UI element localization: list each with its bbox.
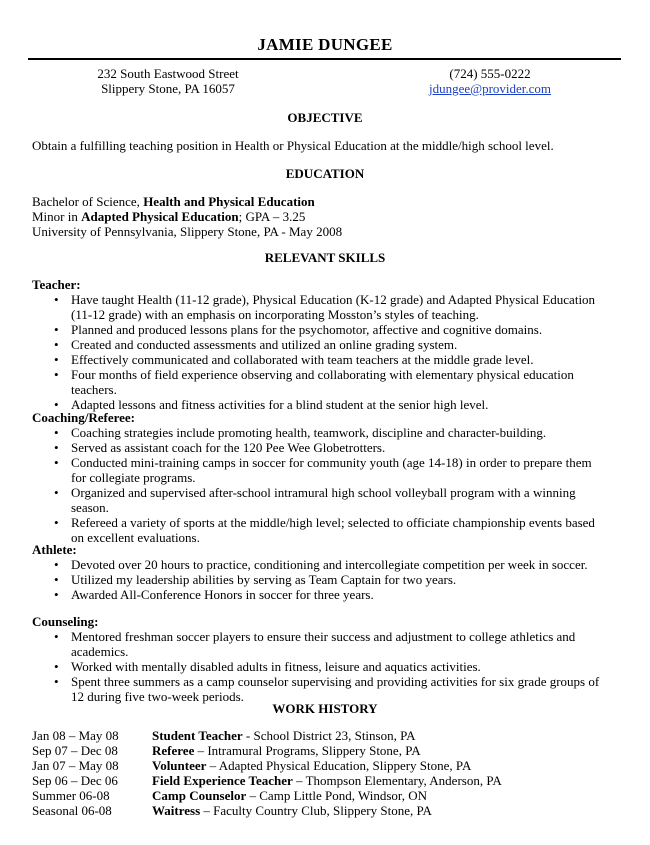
work-detail: – Faculty Country Club, Slippery Stone, PA [200,803,432,818]
objective-heading: OBJECTIVE [287,110,363,125]
work-detail: - School District 23, Stinson, PA [242,728,416,743]
list-item: • Worked with mentally disabled adults in fitness, leisure and aquatics activities. [32,659,602,674]
work-entry [32,743,622,758]
list-item: • Planned and produced lessons plans for the psychomotor, affective and cognitive domains. [32,322,602,337]
work-entry [32,803,622,818]
athlete-list [32,557,602,602]
work-title: Field Experience Teacher [152,773,293,788]
work-dates: Jan 07 – May 08 [32,758,119,773]
education-heading: EDUCATION [285,166,365,181]
counseling-list [32,629,602,704]
work-entry [32,773,622,788]
list-item: • Mentored freshman soccer players to ensure their success and adjustment to college athletics and academics. [32,629,602,659]
work-title: Student Teacher [152,728,243,743]
objective-text: Obtain a fulfilling teaching position in Health or Physical Education at the middle/high school level. [32,138,554,153]
address-line-2: Slippery Stone, PA 16057 [101,81,235,96]
work-dates: Sep 07 – Dec 08 [32,743,118,758]
work-detail: – Camp Little Pond, Windsor, ON [246,788,427,803]
work-title: Referee [152,743,195,758]
work-title: Camp Counselor [152,788,247,803]
university-line: University of Pennsylvania, Slippery Stone, PA - May 2008 [32,224,343,239]
work-detail: – Thompson Elementary, Anderson, PA [292,773,502,788]
phone-number: (724) 555-0222 [449,66,531,81]
coaching-subheading: Coaching/Referee: [32,410,136,425]
email-link[interactable]: jdungee@provider.com [428,81,552,96]
teacher-subheading: Teacher: [32,277,81,292]
list-item: • Served as assistant coach for the 120 Pee Wee Globetrotters. [32,440,602,455]
work-dates: Jan 08 – May 08 [32,728,119,743]
minor-line: Minor in Adapted Physical Education; GPA – 3.25 [32,209,306,224]
list-item: • Four months of field experience observing and collaborating with elementary physical education teachers. [32,367,602,397]
list-item: • Adapted lessons and fitness activities for a blind student at the senior high level. [32,397,602,412]
work-title: Waitress [152,803,201,818]
counseling-subheading: Counseling: [32,614,99,629]
contact-phone-email [390,66,590,96]
teacher-list [32,292,602,412]
athlete-subheading: Athlete: [32,542,77,557]
work-entry [32,788,622,803]
list-item: • Devoted over 20 hours to practice, conditioning and intercollegiate competition per week in soccer. [32,557,602,572]
work-entry [32,758,622,773]
address-line-1: 232 South Eastwood Street [97,66,239,81]
work-dates: Sep 06 – Dec 06 [32,773,118,788]
list-item: • Coaching strategies include promoting health, teamwork, discipline and character-building. [32,425,602,440]
work-history-heading: WORK HISTORY [272,701,378,716]
list-item: • Effectively communicated and collaborated with team teachers at the middle grade level. [32,352,602,367]
degree-line: Bachelor of Science, Health and Physical Education [32,194,315,209]
candidate-name: JAMIE DUNGEE [257,35,393,54]
list-item: • Organized and supervised after-school intramural high school volleyball program with a winning season. [32,485,602,515]
work-history-list [32,728,622,818]
work-title: Volunteer [152,758,207,773]
work-entry [32,728,622,743]
work-detail: – Adapted Physical Education, Slippery Stone, PA [206,758,472,773]
header-rule [28,58,621,60]
coaching-list [32,425,602,545]
work-detail: – Intramural Programs, Slippery Stone, PA [194,743,421,758]
list-item: • Conducted mini-training camps in soccer for community youth (age 14-18) in order to prepare them for collegiate programs. [32,455,602,485]
skills-heading: RELEVANT SKILLS [264,250,386,265]
list-item: • Have taught Health (11-12 grade), Physical Education (K-12 grade) and Adapted Physical Education (11-12 grade) with an emphasis on incorporating Mosston’s styles of teaching. [32,292,602,322]
list-item: • Utilized my leadership abilities by serving as Team Captain for two years. [32,572,602,587]
list-item: • Awarded All-Conference Honors in soccer for three years. [32,587,602,602]
list-item: • Refereed a variety of sports at the middle/high level; selected to officiate championship events based on excellent evaluations. [32,515,602,545]
work-dates: Seasonal 06-08 [32,803,112,818]
list-item: • Spent three summers as a camp counselor supervising and providing activities for six grade groups of 12 during five two-week periods. [32,674,602,704]
list-item: • Created and conducted assessments and utilized an online grading system. [32,337,602,352]
contact-address [0,66,336,96]
education-details [32,194,622,239]
work-dates: Summer 06-08 [32,788,110,803]
